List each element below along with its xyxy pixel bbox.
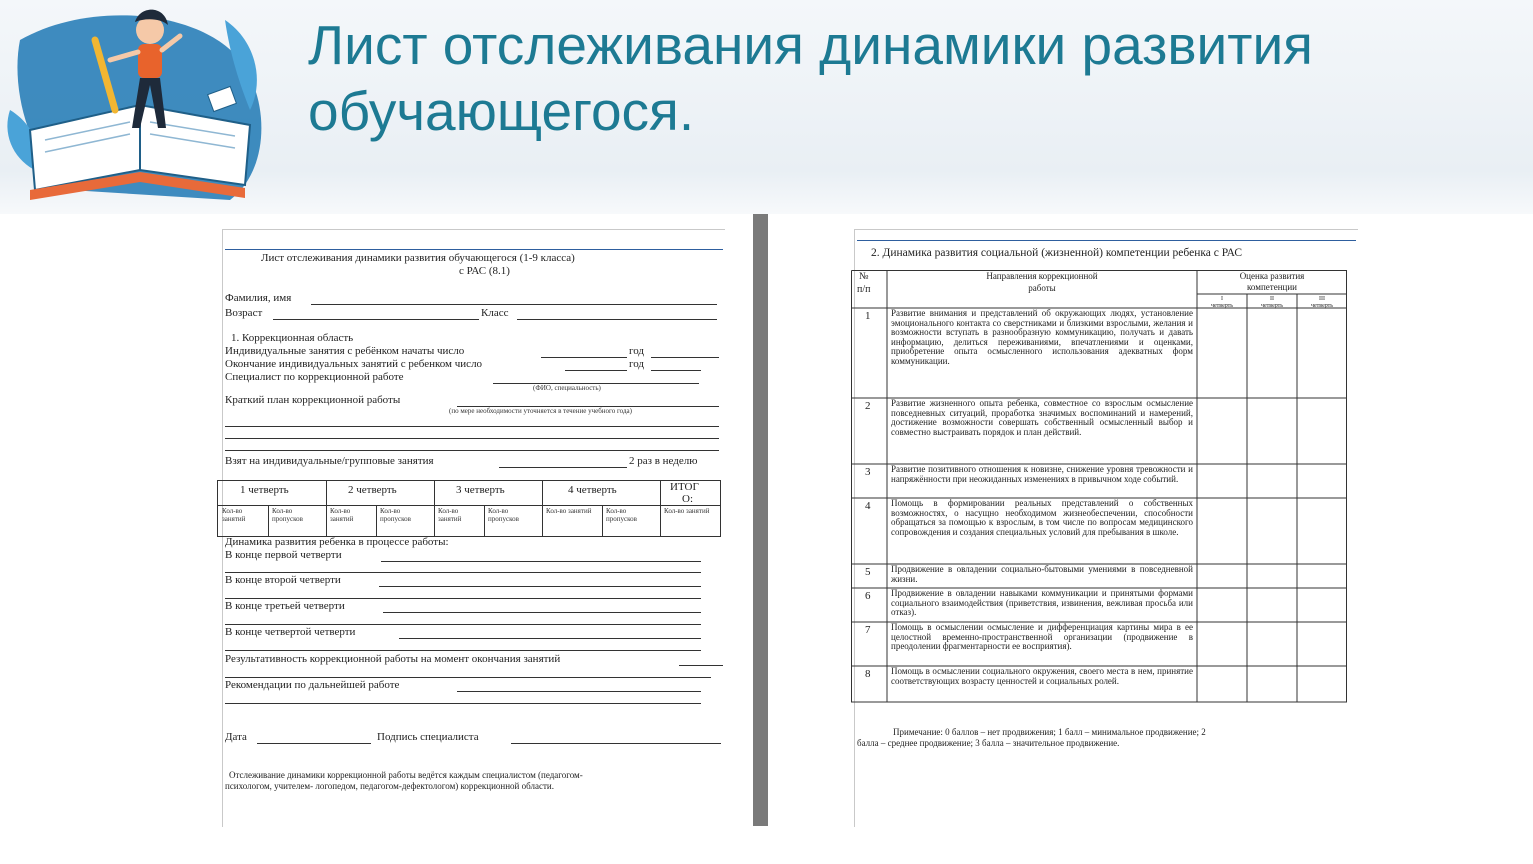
itog-header-2: О: [682, 493, 693, 505]
q2-end-field[interactable] [379, 586, 701, 587]
quarter-2-header: 2 четверть [348, 484, 397, 496]
footer-note-2: психологом, учителем- логопедом, педагогом-дефектологом) коррекционной области. [225, 781, 554, 791]
class-field[interactable] [517, 319, 717, 320]
quarter-roman-3: III [1319, 296, 1325, 302]
quarter-roman-2: II [1270, 296, 1274, 302]
recommend-line-2[interactable] [225, 703, 701, 704]
row-text-7 [891, 623, 1193, 666]
q4-lessons: Кол-во занятий [546, 507, 592, 515]
q3-lessons: Кол-во занятий [438, 507, 462, 523]
form2-heading: 2. Динамика развития социальной (жизненной) компетенции ребенка с РАС [871, 247, 1243, 259]
itog-header-1: ИТОГ [670, 481, 699, 493]
age-label: Возраст [225, 307, 263, 319]
dynamics-label: Динамика развития ребенка в процессе работы: [225, 536, 449, 548]
quarter-word-3: четверть [1310, 303, 1334, 309]
row-number-1: 1 [865, 310, 871, 322]
end-label: Окончание индивидуальных занятий с ребенком число [225, 358, 483, 370]
q4-end-label: В конце четвертой четверти [225, 626, 356, 638]
plan-label: Краткий план коррекционной работы [225, 394, 401, 406]
q3-end-field[interactable] [383, 612, 701, 613]
row-number-4: 4 [865, 500, 871, 512]
q1-end-field[interactable] [381, 561, 701, 562]
year-label-1: год [629, 345, 645, 357]
class-label: Класс [481, 307, 509, 319]
quarter-4-header: 4 четверть [568, 484, 617, 496]
header-rule-2 [857, 240, 1356, 241]
signature-label: Подпись специалиста [377, 731, 479, 743]
q2-end-line-2[interactable] [225, 598, 701, 599]
row-number-2: 2 [865, 400, 871, 412]
header-rule [225, 249, 723, 250]
age-field[interactable] [273, 319, 479, 320]
recommend-field[interactable] [457, 691, 701, 692]
col-direction-header: Направления коррекционной [986, 271, 1098, 281]
attendance-table [217, 480, 721, 537]
student-book-illustration [0, 0, 280, 214]
result-field[interactable] [679, 665, 723, 666]
plan-line-4[interactable] [225, 450, 719, 451]
row-text-1 [891, 309, 1193, 398]
form1-heading2: с РАС (8.1) [459, 265, 510, 277]
q2-absences: Кол-во пропусков [380, 507, 411, 523]
q3-end-label: В конце третьей четверти [225, 600, 345, 612]
q2-end-label: В конце второй четверти [225, 574, 341, 586]
row-text-content-3: Развитие позитивного отношения к новизне, снижение уровня тревожности и напряжённости при неожиданных изменениях в привычном ходе событий. [891, 465, 1193, 484]
q2-lessons: Кол-во занятий [330, 507, 354, 523]
q4-end-line-2[interactable] [225, 650, 701, 651]
row-text-4 [891, 499, 1193, 564]
quarter-word-2: четверть [1260, 303, 1284, 309]
quarter-word-1: четверть [1210, 303, 1234, 309]
slide-title-line1: Лист отслеживания динамики развития [308, 14, 1313, 76]
date-field[interactable] [257, 743, 371, 744]
footer-note-1: Отслеживание динамики коррекционной работы ведётся каждым специалистом (педагогом- [229, 770, 583, 780]
slide-title-line2: обучающегося. [308, 80, 695, 142]
quarter-3-header: 3 четверть [456, 484, 505, 496]
form-page-2 [854, 229, 1358, 827]
plan-line-2[interactable] [225, 426, 719, 427]
row-text-content-8: Помощь в осмыслении социального окружения, своего места в нем, принятие соответствующих возрасту ценностей и социальных ролей. [891, 667, 1193, 686]
itog-lessons: Кол-во занятий [664, 507, 710, 515]
note-line-1: Примечание: 0 баллов – нет продвижения; 1 балл – минимальное продвижение; 2 [893, 727, 1206, 737]
row-text-8 [891, 667, 1193, 702]
row-number-8: 8 [865, 668, 871, 680]
q1-lessons: Кол-во занятий [222, 507, 246, 523]
taken-field[interactable] [499, 467, 627, 468]
form-page-1 [222, 229, 725, 827]
row-text-content-5: Продвижение в овладении социально-бытовыми умениями в повседневной жизни. [891, 565, 1193, 584]
col-eval-header: Оценка развития [1239, 271, 1305, 281]
section1-title: 1. Коррекционная область [231, 332, 354, 344]
col-eval-header-2: компетенции [1247, 282, 1297, 292]
row-text-content-1: Развитие внимания и представлений об окружающих людях, установление эмоционального контакта со сверстниками и близкими взрослыми, желания и возможности вступать в разнообразную коммуникацию, получать и давать информацию, делиться переживаниями, впечатлениями и оценками, приобретение опыта осмысленного использования адекватных форм коммуникации. [891, 309, 1193, 366]
slide-title [308, 12, 1508, 144]
q3-absences: Кол-во пропусков [488, 507, 519, 523]
quarter-1-header: 1 четверть [240, 484, 289, 496]
year-label-2: год [629, 358, 645, 370]
row-text-content-7: Помощь в осмыслении осмысление и дифференциация картины мира в ее целостной временно-пространственной организации (продвижение в преодолении фрагментарности ее восприятия). [891, 623, 1193, 652]
competence-table [851, 270, 1351, 706]
row-text-content-6: Продвижение в овладении навыками коммуникации и принятыми формами социального взаимодействия (приветствия, извинения, вежливая просьба или отказ). [891, 589, 1193, 618]
row-number-5: 5 [865, 566, 871, 578]
name-field[interactable] [311, 304, 717, 305]
taken-frequency: 2 раз в неделю [629, 455, 698, 467]
page-divider [753, 214, 768, 826]
name-label: Фамилия, имя [225, 292, 292, 304]
row-number-6: 6 [865, 590, 871, 602]
signature-field[interactable] [511, 743, 721, 744]
col-direction-header-2: работы [1028, 283, 1056, 293]
q4-absences: Кол-во пропусков [606, 507, 637, 523]
q1-end-label: В конце первой четверти [225, 549, 342, 561]
fio-hint: (ФИО, специальность) [533, 384, 601, 392]
q1-absences: Кол-во пропусков [272, 507, 303, 523]
recommend-label: Рекомендации по дальнейшей работе [225, 679, 400, 691]
start-label: Индивидуальные занятия с ребёнком начаты число [225, 345, 465, 357]
row-text-content-4: Помощь в формировании реальных представлений о собственных возможностях, о насущно необходимом жизнеобеспечении, способности обращаться за помощью к взрослым, в том числе по вопросам медицинского сопровождения и создания специальных условий для пребывания в школе. [891, 499, 1193, 537]
col-num-header-2: п/п [857, 284, 871, 295]
row-text-content-2: Развитие жизненного опыта ребенка, совместное со взрослым осмысление повседневных ситуаций, проработка значимых воспоминаний и намерений, достижение возможности совершать собственный осмысленный выбор и совместно выстраивать порядок и план действий. [891, 399, 1193, 437]
result-label: Результативность коррекционной работы на момент окончания занятий [225, 653, 561, 665]
specialist-label: Специалист по коррекционной работе [225, 371, 404, 383]
end-date-field[interactable] [565, 370, 627, 371]
q4-end-field[interactable] [399, 638, 701, 639]
row-text-5 [891, 565, 1193, 588]
row-text-6 [891, 589, 1193, 622]
start-date-field[interactable] [541, 357, 627, 358]
row-number-7: 7 [865, 624, 871, 636]
q1-end-line-2[interactable] [225, 572, 701, 573]
date-label: Дата [225, 731, 247, 743]
row-text-3 [891, 465, 1193, 498]
taken-label: Взят на индивидуальные/групповые занятия [225, 455, 434, 467]
start-year-field[interactable] [651, 357, 719, 358]
quarter-roman-1: I [1221, 296, 1223, 302]
plan-line-3[interactable] [225, 438, 719, 439]
result-line-2[interactable] [225, 677, 711, 678]
col-num-header: № [859, 271, 869, 282]
end-year-field[interactable] [651, 370, 701, 371]
row-number-3: 3 [865, 466, 871, 478]
q3-end-line-2[interactable] [225, 624, 701, 625]
form1-heading1: Лист отслеживания динамики развития обучающегося (1-9 класса) [261, 252, 575, 264]
note-line-2: балла – среднее продвижение; 3 балла – значительное продвижение. [857, 738, 1120, 748]
row-text-2 [891, 399, 1193, 464]
plan-hint: (по мере необходимости уточняется в течение учебного года) [449, 407, 632, 415]
